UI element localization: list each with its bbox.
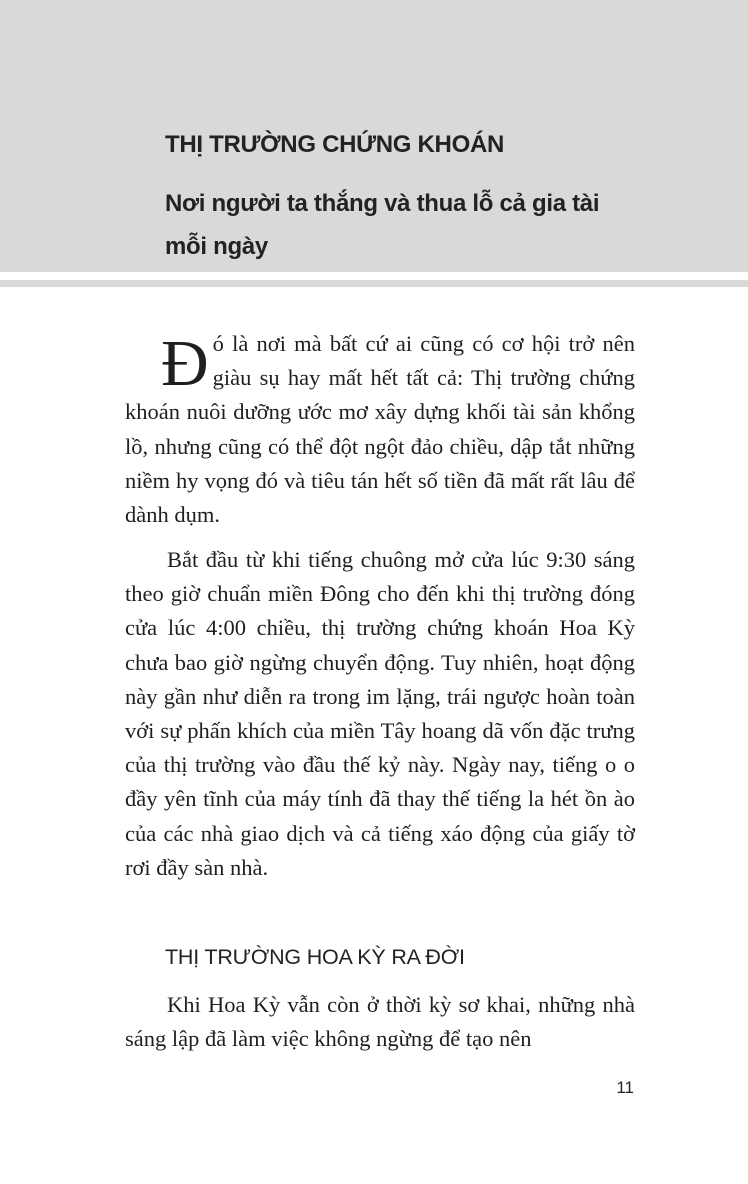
header-divider (0, 280, 748, 287)
paragraph-history: Khi Hoa Kỳ vẫn còn ở thời kỳ sơ khai, những nhà sáng lập đã làm việc không ngừng để tạo nên (125, 992, 635, 1052)
paragraph-intro-text: ó là nơi mà bất cứ ai cũng có cơ hội trở nên giàu sụ hay mất hết tất cả: Thị trường chứng khoán nuôi dưỡng ước mơ xây dựng khối tài sản khổng lồ, nhưng cũng có thể đột ngột đảo chiều, dập tắt những niềm hy vọng đó và tiêu tán hết số tiền đã mất rất lâu để dành dụm. (125, 331, 635, 528)
section-heading: THỊ TRƯỜNG HOA KỲ RA ĐỜI (165, 945, 465, 969)
drop-cap: Đ (161, 327, 209, 400)
chapter-title: THỊ TRƯỜNG CHỨNG KHOÁN (165, 131, 505, 158)
chapter-subtitle: Nơi người ta thắng và thua lỗ cả gia tài mỗi ngày (165, 190, 600, 260)
paragraph-trading-day: Bắt đầu từ khi tiếng chuông mở cửa lúc 9:30 sáng theo giờ chuẩn miền Đông cho đến khi thị trường đóng cửa lúc 4:00 chiều, thị trường chứng khoán Hoa Kỳ chưa bao giờ ngừng chuyển động. Tuy nhiên, hoạt động này gần như diễn ra trong im lặng, trái ngược hoàn toàn với sự phấn khích của miền Tây hoang dã vốn đặc trưng của thị trường vào đầu thế kỷ này. Ngày nay, tiếng o o đầy yên tĩnh của máy tính đã thay thế tiếng la hét ồn ào của các nhà giao dịch và cả tiếng xáo động của giấy tờ rơi đầy sàn nhà. (125, 547, 635, 880)
paragraph-intro (125, 327, 635, 532)
page-number: 11 (616, 1078, 634, 1097)
